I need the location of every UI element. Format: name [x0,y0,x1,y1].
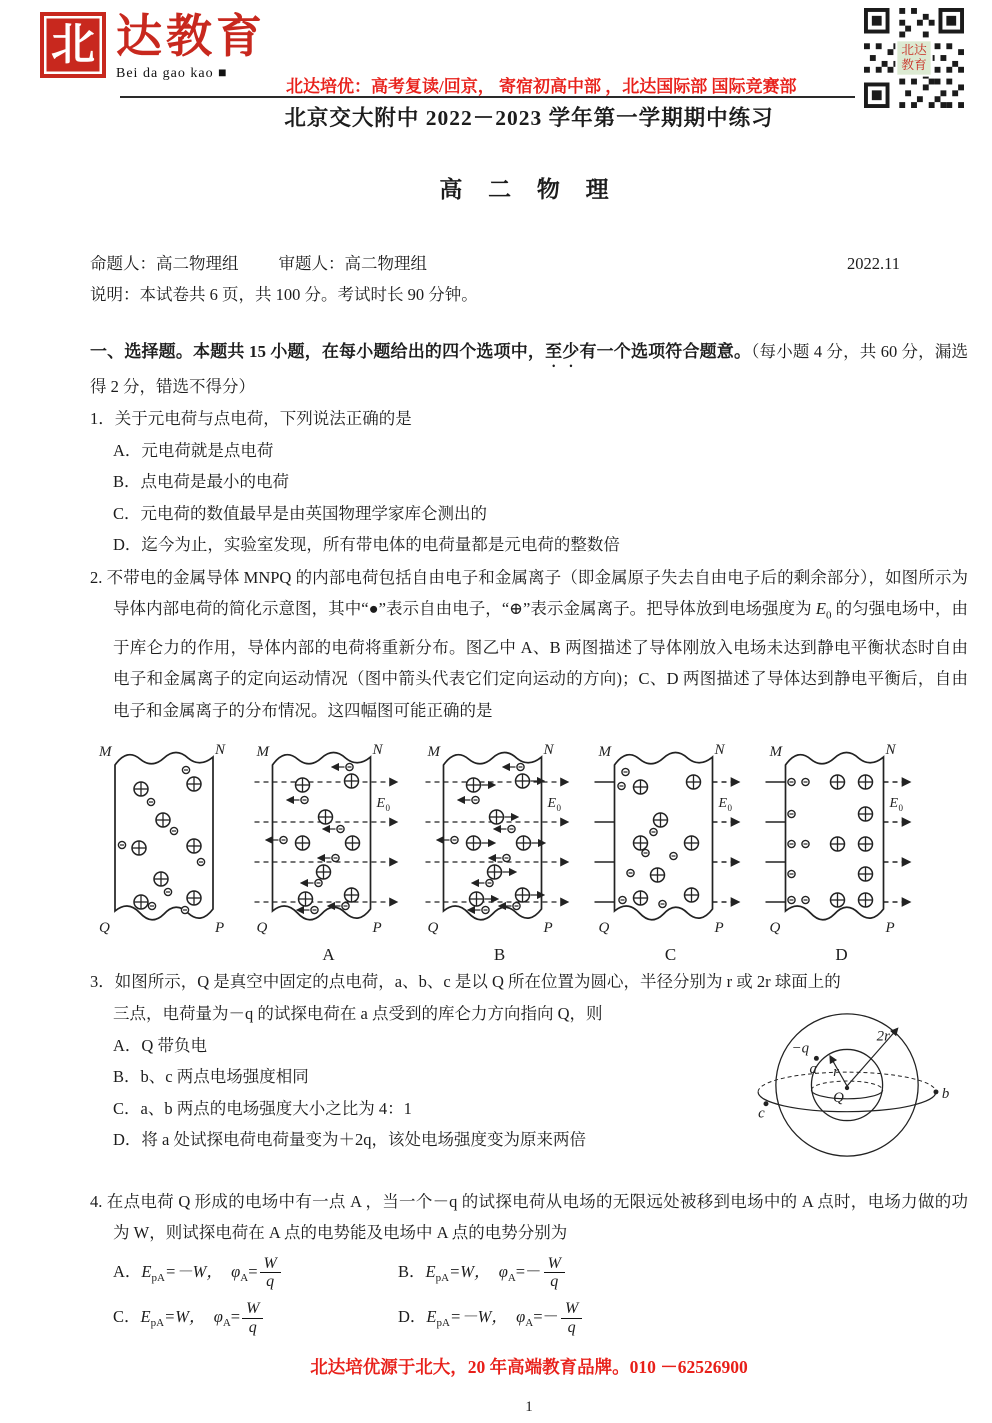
svg-text:P: P [714,920,724,937]
brand-stamp: 北 [40,12,106,78]
svg-text:N: N [714,742,725,759]
q1-stem: 1．关于元电荷与点电荷，下列说法正确的是 [90,409,412,428]
label-r: r [833,1064,839,1081]
conductor-diagram-d [759,732,924,937]
svg-text:Q: Q [256,920,268,937]
header-rule [120,96,855,98]
label-c: c [758,1105,765,1122]
q2-figure-c [588,732,753,964]
q1-option-a: A．元电荷就是点电荷 [113,440,274,460]
svg-text:N: N [215,742,226,759]
subject-title: 高 二 物 理 [439,177,619,202]
q4-options-row2 [113,1300,968,1340]
qr-center-label-1: 北达 [901,43,927,58]
q3-figure [730,1001,968,1180]
svg-text:E: E [718,796,728,812]
label-b: b [941,1086,950,1103]
svg-text:P: P [372,920,382,937]
brand-romanization: Bei da gao kao ■ [116,66,228,81]
svg-text:0: 0 [727,803,732,814]
meta-row [90,248,968,280]
label-a: a [809,1061,817,1078]
svg-text:E: E [547,796,557,812]
svg-text:0: 0 [898,803,903,814]
label-q-charge: Q [833,1090,844,1107]
brand-logo [40,12,266,82]
figure-caption-a: A [322,944,335,964]
svg-text:P: P [215,920,225,937]
page-number: 1 [525,1398,533,1415]
q4-option-d: D．$E_{pA}=-W$， $\varphi_A=-$ $\frac{W}{q}$ [398,1300,648,1340]
q3-option-b: B．b、c 两点电场强度相同 [113,1067,309,1087]
reviewer-label: 审题人：高二物理组 [278,253,427,273]
q1-option-c: C．元电荷的数值最早是由英国物理学家库仑测出的 [113,503,488,523]
q4-option-b: B．$E_{pA}=W$， $\varphi_A=-$ $\frac{W}{q}$ [398,1255,648,1295]
svg-text:P: P [543,920,553,937]
svg-text:N: N [372,742,383,759]
label-2r: 2r [876,1028,890,1045]
section1-header: 一、选择题。本题共 15 小题，在每小题给出的四个选项中，至少有一个选项符合题意。（每小题 4 分，共 60 分，漏选得 2 分，错选不得分） [90,341,969,396]
exam-note: 说明：本试卷共 6 页，共 100 分。考试时长 90 分钟。 [90,285,478,304]
q3-stem-line2: 三点，电荷量为－q 的试探电荷在 a 点受到的库仑力方向指向 Q，则 [113,1004,603,1024]
brand-name: 达教育 [116,11,266,62]
svg-text:0: 0 [385,803,390,814]
figure-caption-d: D [835,944,848,964]
svg-text:E: E [889,796,899,812]
q2-figures [90,732,968,964]
conductor-diagram-a [246,732,411,937]
q4-option-a: A．$E_{pA}=-W$， $\varphi_A=$ $\frac{W}{q}$ [113,1255,363,1295]
setter-label: 命题人：高二物理组 [90,253,239,273]
svg-text:M: M [99,744,112,761]
q1-option-b: B．点电荷是最小的电荷 [113,472,290,491]
footer-slogan: 北达培优源于北大，20 年高端教育品牌。010 －62526900 [310,1357,748,1378]
q2-stem: 2. 不带电的金属导体 MNPQ 的内部电荷包括自由电子和金属离子（即金属原子失去自由电子后的剩余部分），如图所示为导体内部电荷的简化示意图，其中“●”表示自由电子，“⊕”表示金属离子。把导体放到电场强度为 $E_0$ 的匀强电场中，由于库仑力的作用，导体内部的电荷将重新分布。图乙中 A、B 两图描述了导体刚放入电场未达到静电平衡状态时自由电子和金属离子的定向运动情况（图中箭头代表它们定向运动的方向)；C、D 两图描述了导体达到静电平衡后，自由电子和金属离子的分布情况。这四幅图可能正确的是 [90,567,969,720]
svg-text:N: N [885,742,896,759]
svg-text:Q: Q [99,920,110,937]
conductor-diagram-b [417,732,582,937]
q3-block [90,966,968,1182]
q2-figure-b [417,732,582,964]
q4-stem: 4. 在点电荷 Q 形成的电场中有一点 A ，当一个－q 的试探电荷从电场的无限远处被移到电场中的 A 点时，电场力做的功为 W，则试探电荷在 A 点的电势能及电场中 A 点的电势分别为 [90,1191,968,1243]
q4-option-c: C．$E_{pA}=W$， $\varphi_A=$ $\frac{W}{q}$ [113,1300,363,1340]
conductor-diagram-c [588,732,753,937]
svg-text:M: M [769,744,782,761]
point-charge-spheres-diagram [730,1001,968,1169]
q3-option-c: C．a、b 两点的电场强度大小之比为 4：1 [113,1098,412,1118]
q2-figure-d [759,732,924,964]
q2-figure-initial [90,732,240,946]
svg-text:Q: Q [427,920,439,937]
content-column [90,104,968,1423]
svg-text:M: M [427,744,440,761]
header-slogan: 北达培优：高考复读/回京， 寄宿初高中部 ，北达国际部 国际竞赛部 [286,77,797,96]
document-title: 北京交大附中 2022－2023 学年第一学期期中练习 [284,106,774,130]
q4-options-row1 [113,1255,968,1295]
qr-code [864,8,964,108]
q3-stem-line1: 3．如图所示，Q 是真空中固定的点电荷，a、b、c 是以 Q 所在位置为圆心，半径分别为 r 或 2r 球面上的 [90,971,841,991]
q3-option-d: D．将 a 处试探电荷电荷量变为＋2q，该处电场强度变为原来两倍 [113,1130,586,1150]
figure-caption-b: B [493,944,506,964]
conductor-diagram-initial [90,732,240,937]
svg-text:M: M [256,744,269,761]
svg-text:E: E [376,796,386,812]
svg-text:M: M [598,744,611,761]
exam-date: 2022.11 [846,253,900,273]
svg-text:Q: Q [598,920,610,937]
svg-text:Q: Q [769,920,781,937]
svg-text:P: P [885,920,895,937]
q3-option-a: A．Q 带负电 [113,1035,207,1055]
qr-center-label-2: 教育 [901,57,927,72]
figure-caption-c: C [664,944,677,964]
label-minus-q: −q [791,1040,810,1057]
svg-text:0: 0 [556,803,561,814]
svg-text:N: N [543,742,554,759]
q2-figure-a [246,732,411,964]
q1-option-d: D．迄今为止，实验室发现，所有带电体的电荷量都是元电荷的整数倍 [113,535,620,554]
